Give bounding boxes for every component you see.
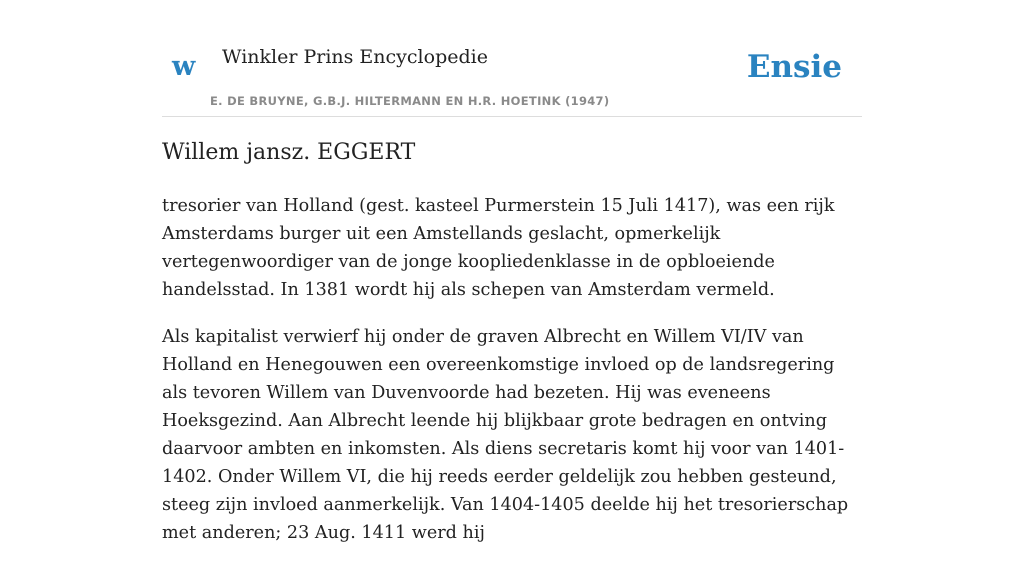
site-authors: E. DE BRUYNE, G.B.J. HILTERMANN EN H.R. HOETINK (1947) (210, 94, 610, 108)
site-header (162, 0, 862, 117)
article-body (162, 192, 864, 566)
page (162, 0, 862, 543)
article-title: Willem jansz. EGGERT (162, 140, 416, 165)
article-paragraph: tresorier van Holland (gest. kasteel Purmerstein 15 Juli 1417), was een rijk Amsterdams burger uit een Amstellands geslacht, opmerkelijk vertegenwoordiger van de jonge koopliedenklasse in de opbloeiende handelsstad. In 1381 wordt hij als schepen van Amsterdam vermeld. (162, 196, 835, 300)
brand-logo[interactable]: Ensie (746, 49, 842, 85)
site-logo[interactable]: w (172, 51, 196, 82)
site-title[interactable]: Winkler Prins Encyclopedie (222, 46, 488, 68)
article-paragraph: Als kapitalist verwierf hij onder de graven Albrecht en Willem VI/IV van Holland en Henegouwen een overeenkomstige invloed op de landsregering als tevoren Willem van Duvenvoorde had bezeten. Hij was eveneens Hoeksgezind. Aan Albrecht leende hij blijkbaar grote bedragen en ontving daarvoor ambten en inkomsten. Als diens secretaris komt hij voor van 1401-1402. Onder Willem VI, die hij reeds eerder geldelijk zou hebben gesteund, steeg zijn invloed aanmerkelijk. Van 1404-1405 deelde hij het tresorierschap met anderen; 23 Aug. 1411 werd hij (162, 327, 849, 543)
